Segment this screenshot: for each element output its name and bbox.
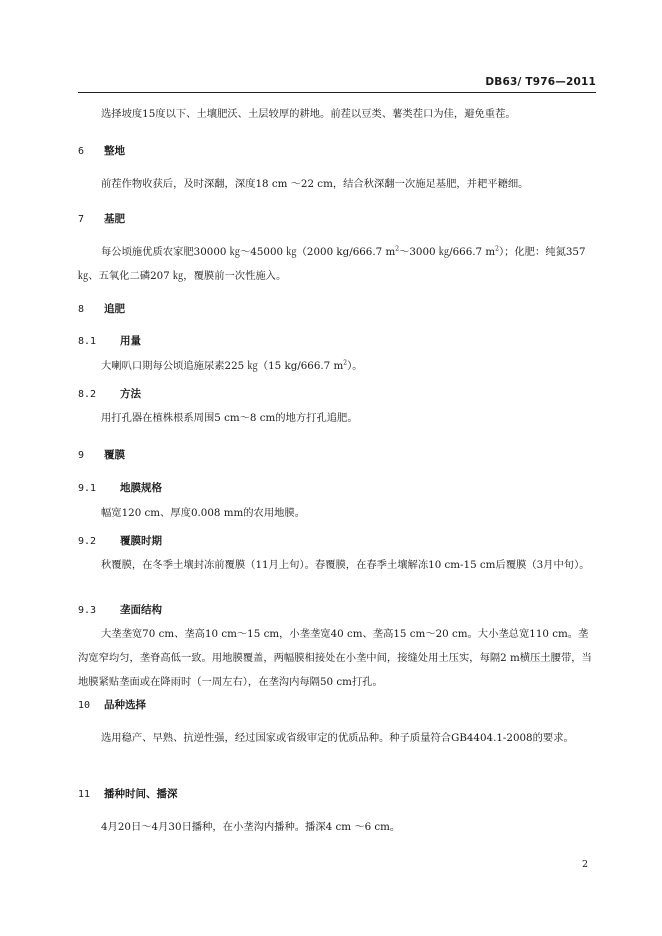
section-title: 用量 (120, 335, 141, 347)
section-10-paragraph: 选用稳产、早熟、抗逆性强，经过国家或省级审定的优质品种。种子质量符合GB4404.1-2008的要求。 (101, 732, 574, 744)
section-9-2-paragraph: 秋覆膜，在冬季土壤封冻前覆膜（11月上旬）。春覆膜，在春季土壤解冻10 cm-15 cm后覆膜（3月中旬）。 (101, 559, 590, 571)
section-number: 6 (78, 146, 85, 157)
text-run: 每公顷施优质农家肥30000 ㎏～45000 ㎏（2000 kg/666.7 m (101, 246, 396, 258)
section-title: 品种选择 (104, 699, 146, 711)
document-code: DB63/ T976—2011 (485, 76, 596, 88)
section-9-3-heading (78, 602, 162, 617)
section-8-1-heading (78, 333, 141, 348)
section-9-3-paragraph: 大垄垄宽70 cm、垄高10 cm～15 cm，小垄垄宽40 cm、垄高15 cm～20 cm。大小垄总宽110 cm。垄沟宽窄均匀，垄脊高低一致。用地膜覆盖，两幅膜相接处在小垄中间，接缝处用土压实，每隔2 m横压土腰带，当地膜紧贴垄面或在降雨时（一周左右），在垄沟内每隔50 cm打孔。 (78, 628, 592, 688)
section-8-1-paragraph (78, 354, 598, 378)
section-number: 7 (78, 214, 85, 225)
section-9-1-paragraph: 幅宽120 cm、厚度0.008 mm的农用地膜。 (101, 507, 306, 519)
text-run: ～3000 ㎏/666.7 m (399, 246, 496, 258)
section-title: 覆膜时期 (120, 535, 162, 547)
section-11-heading (78, 786, 178, 801)
section-9-1-heading (78, 480, 162, 495)
section-9-2-heading (78, 533, 162, 548)
section-number: 11 (78, 789, 91, 800)
section-title: 整地 (104, 145, 125, 157)
section-8-2-heading (78, 386, 141, 401)
section-number: 8.2 (78, 389, 97, 400)
section-10-heading (78, 697, 146, 712)
section-9-heading (78, 447, 125, 462)
section-number: 9 (78, 450, 85, 461)
text-run: ）。 (347, 360, 363, 372)
section-title: 方法 (120, 388, 141, 400)
text-run: ）；化肥：纯氮357 ㎏、五氧化二磷207 ㎏，覆膜前一次性施入。 (78, 246, 586, 282)
superscript: 2 (395, 245, 400, 253)
section-11-paragraph: 4月20日～4月30日播种，在小垄沟内播种。播深4 cm ～6 cm。 (101, 821, 401, 833)
section-number: 9.1 (78, 483, 97, 494)
section-7-heading (78, 211, 125, 226)
section-title: 播种时间、播深 (104, 788, 178, 800)
section-6-heading (78, 143, 125, 158)
section-number: 9.2 (78, 536, 97, 547)
section-number: 9.3 (78, 605, 97, 616)
page-number: 2 (581, 859, 588, 870)
superscript: 2 (343, 359, 348, 367)
section-title: 基肥 (104, 213, 125, 225)
section-8-2-paragraph: 用打孔器在植株根系周围5 cm～8 cm的地方打孔追肥。 (101, 412, 358, 424)
section-title: 地膜规格 (120, 482, 162, 494)
superscript: 2 (495, 245, 499, 253)
section-number: 8.1 (78, 336, 97, 347)
header-rule (78, 92, 596, 93)
section-title: 追肥 (104, 303, 125, 315)
section-number: 8 (78, 304, 85, 315)
text-run: 大喇叭口期每公顷追施尿素225 ㎏（15 kg/666.7 m (101, 360, 344, 372)
section-title: 垄面结构 (120, 604, 162, 616)
intro-paragraph: 选择坡度15度以下、土壤肥沃、土层较厚的耕地。前茬以豆类、薯类茬口为佳，避免重茬。 (101, 108, 516, 120)
section-8-heading (78, 301, 125, 316)
section-title: 覆膜 (104, 449, 125, 461)
section-6-paragraph: 前茬作物收获后，及时深翻，深度18 cm ～22 cm，结合秋深翻一次施足基肥，并耙平耱细。 (101, 178, 529, 190)
section-7-paragraph (78, 240, 598, 288)
section-number: 10 (78, 700, 91, 711)
